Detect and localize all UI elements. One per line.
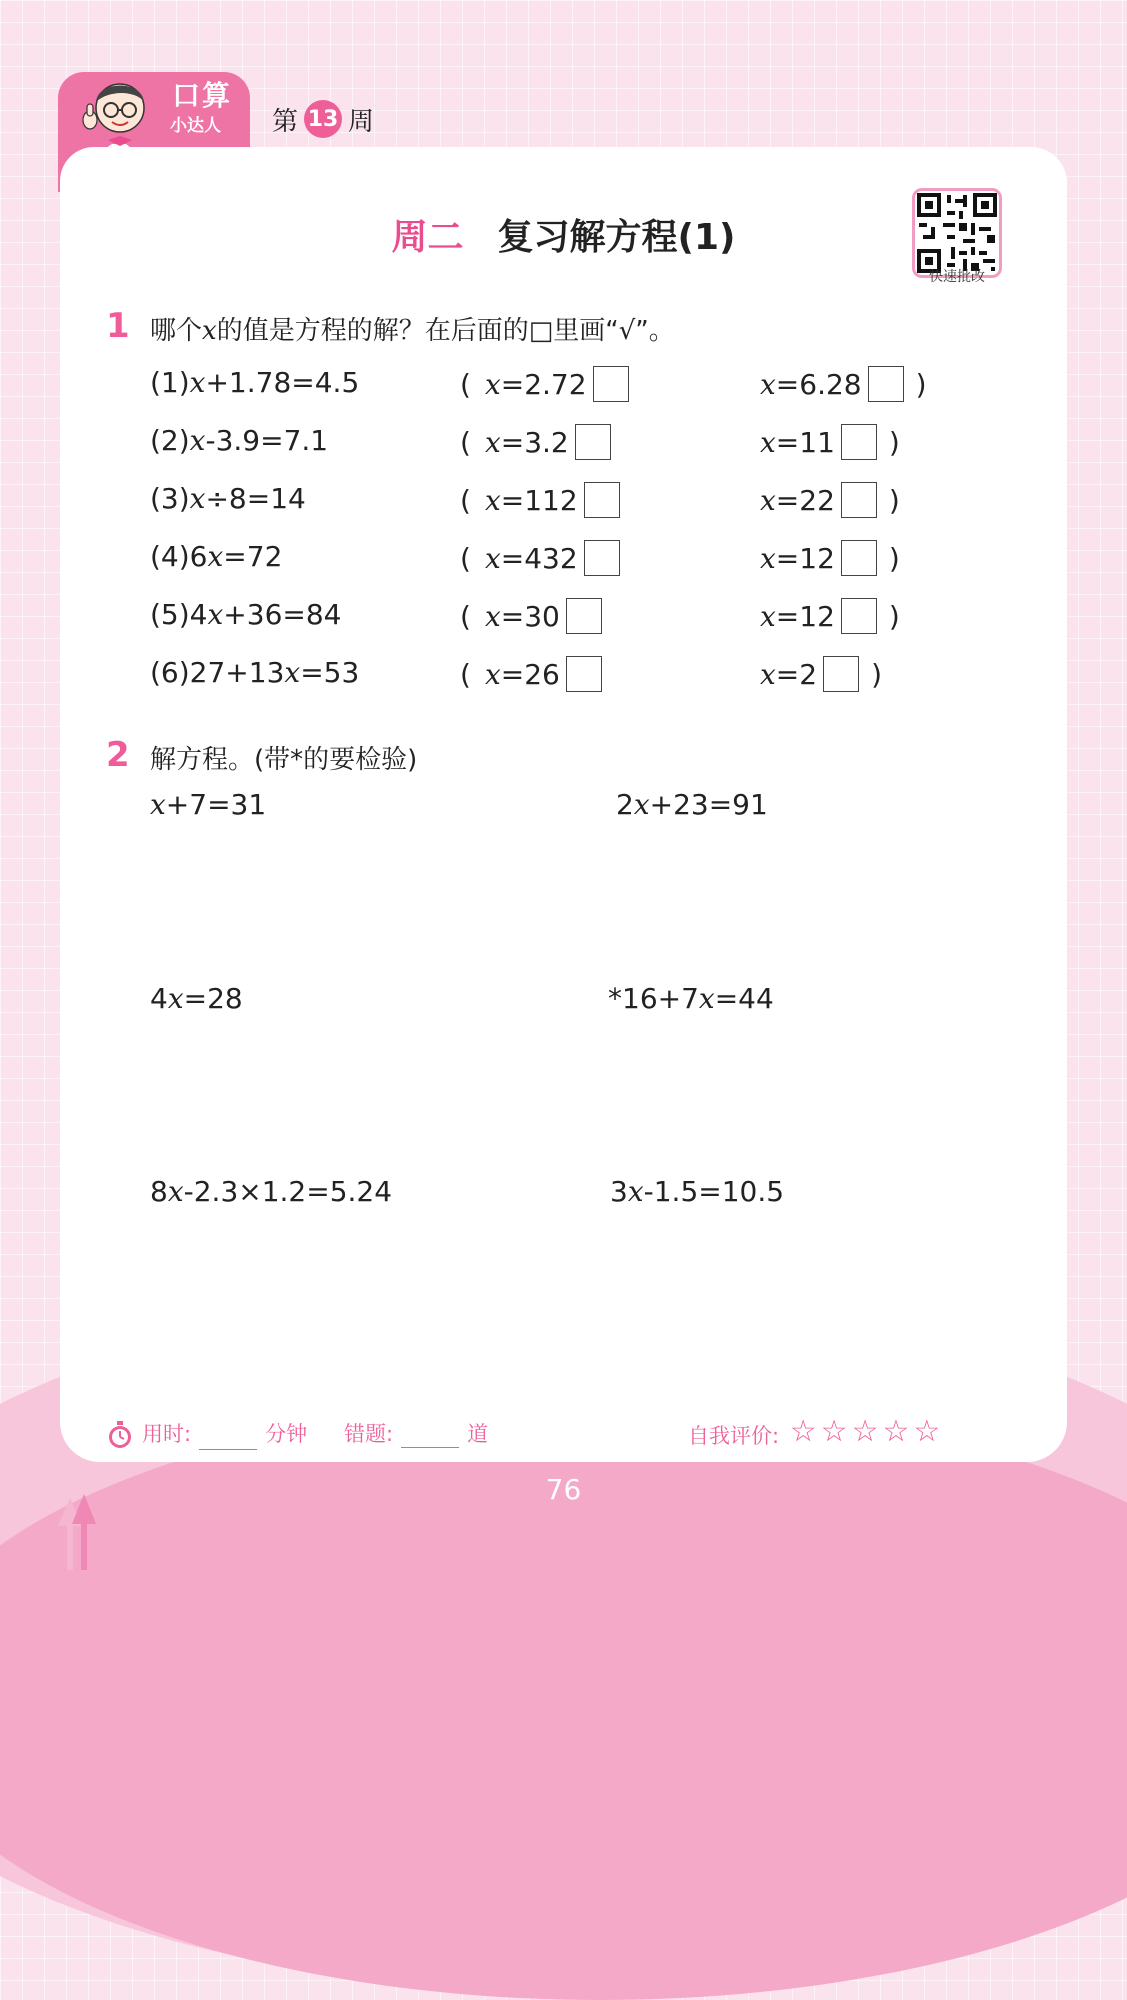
eq-post: +23=91 <box>649 788 768 821</box>
rating-star-icon[interactable]: ☆ <box>882 1414 910 1449</box>
paren-open: ( <box>460 425 471 459</box>
option-value: 112 <box>524 483 578 517</box>
week-number-badge: 13 <box>304 100 342 138</box>
mascot-icon <box>78 74 158 152</box>
solve-equation-4 <box>608 982 774 1015</box>
eq-var: x <box>167 1175 184 1208</box>
answer-checkbox[interactable] <box>566 656 602 692</box>
option-equals: = <box>500 599 525 633</box>
rating-stars <box>786 1414 941 1449</box>
solve-equation-2 <box>616 788 768 821</box>
option-2-row-6 <box>760 653 882 695</box>
qr-code-icon <box>915 191 999 275</box>
option-value: 6.28 <box>799 367 862 401</box>
week-label <box>272 100 374 138</box>
option-value: 12 <box>799 541 835 575</box>
paren-open: ( <box>460 367 471 401</box>
stopwatch-icon <box>106 1420 134 1450</box>
time-unit: 分钟 <box>265 1422 308 1446</box>
rating-star-icon[interactable]: ☆ <box>789 1414 817 1449</box>
option-equals: = <box>500 425 525 459</box>
eq-pre: 6 <box>189 540 208 573</box>
option-equals: = <box>775 657 800 691</box>
eq-var: x <box>284 656 301 689</box>
eq-post: -3.9=7.1 <box>205 424 329 457</box>
option-1-row-4 <box>460 537 620 579</box>
eq-var: x <box>167 982 184 1015</box>
option-value: 11 <box>799 425 835 459</box>
equation-6 <box>150 656 359 689</box>
option-2-row-3 <box>760 479 900 521</box>
rating-label: 自我评价: <box>688 1424 780 1448</box>
paren-close: ) <box>888 599 900 633</box>
tab-title: 口算 <box>172 79 233 112</box>
qr-code[interactable] <box>912 188 1002 278</box>
eq-pre: 4 <box>189 598 208 631</box>
option-equals: = <box>775 483 800 517</box>
option-value: 432 <box>524 541 578 575</box>
option-var: x <box>484 599 501 633</box>
rating-star-icon[interactable]: ☆ <box>851 1414 879 1449</box>
rating-star-icon[interactable]: ☆ <box>820 1414 848 1449</box>
instruction-part-a: 哪个 <box>150 316 203 346</box>
errors-blank[interactable] <box>401 1429 459 1448</box>
paren-close: ) <box>888 483 900 517</box>
answer-checkbox[interactable] <box>584 540 620 576</box>
page-number: 76 <box>545 1473 582 1506</box>
section-1-number: 1 <box>106 306 130 346</box>
eq-pre: 4 <box>150 982 168 1015</box>
eq-post: =72 <box>223 540 283 573</box>
option-var: x <box>760 483 776 517</box>
paren-open: ( <box>460 483 471 517</box>
paren-close: ) <box>888 425 900 459</box>
eq-post: =53 <box>300 656 360 689</box>
eq-post: =28 <box>183 982 243 1015</box>
solve-equation-1 <box>150 788 266 821</box>
solve-equation-6 <box>610 1175 784 1208</box>
eq-post: +36=84 <box>223 598 342 631</box>
option-1-row-5 <box>460 595 602 637</box>
paren-open: ( <box>460 541 471 575</box>
answer-checkbox[interactable] <box>823 656 859 692</box>
week-suffix: 周 <box>348 106 375 137</box>
option-1-row-1 <box>460 363 629 405</box>
paren-open: ( <box>460 657 471 691</box>
option-2-row-5 <box>760 595 900 637</box>
time-label: 用时: <box>142 1422 192 1446</box>
equation-3 <box>150 482 306 515</box>
equation-1 <box>150 366 359 399</box>
errors-unit: 道 <box>467 1422 489 1446</box>
eq-var: x <box>207 540 224 573</box>
option-equals: = <box>500 367 525 401</box>
answer-checkbox[interactable] <box>841 598 877 634</box>
paren-open: ( <box>460 599 471 633</box>
option-var: x <box>760 367 776 401</box>
option-var: x <box>484 425 501 459</box>
equation-2 <box>150 424 328 457</box>
eq-post: -2.3×1.2=5.24 <box>183 1175 393 1208</box>
section-2-number: 2 <box>106 735 130 775</box>
solve-equation-3 <box>150 982 243 1015</box>
eq-pre: *16+7 <box>608 982 699 1015</box>
qr-label: 快速批改 <box>929 269 985 285</box>
option-1-row-6 <box>460 653 602 695</box>
option-equals: = <box>500 541 525 575</box>
rating-star-icon[interactable]: ☆ <box>913 1414 941 1449</box>
solve-equation-5 <box>150 1175 392 1208</box>
answer-checkbox[interactable] <box>841 424 877 460</box>
title-text: 复习解方程(1) <box>497 217 736 258</box>
answer-checkbox[interactable] <box>575 424 611 460</box>
eq-label: (1) <box>150 366 190 399</box>
footer-rating <box>688 1414 940 1450</box>
eq-label: (2) <box>150 424 190 457</box>
option-value: 2 <box>799 657 818 691</box>
section-2-instruction: 解方程。(带*的要检验) <box>150 745 418 775</box>
option-value: 30 <box>524 599 560 633</box>
option-var: x <box>484 657 501 691</box>
time-blank[interactable] <box>199 1431 257 1450</box>
option-equals: = <box>775 367 800 401</box>
eq-var: x <box>189 482 206 515</box>
eq-pre: 8 <box>150 1175 168 1208</box>
eq-pre: 3 <box>610 1175 628 1208</box>
eq-pre: 2 <box>616 788 634 821</box>
option-2-row-1 <box>760 363 927 405</box>
footer-time <box>106 1418 307 1450</box>
answer-checkbox[interactable] <box>841 540 877 576</box>
eq-var: x <box>189 424 206 457</box>
eq-post: =44 <box>714 982 774 1015</box>
title-day: 周二 <box>391 217 464 258</box>
answer-checkbox[interactable] <box>584 482 620 518</box>
option-value: 22 <box>799 483 835 517</box>
option-equals: = <box>500 657 525 691</box>
option-value: 12 <box>799 599 835 633</box>
answer-checkbox[interactable] <box>841 482 877 518</box>
section-1-instruction <box>150 310 675 347</box>
option-1-row-3 <box>460 479 620 521</box>
option-value: 26 <box>524 657 560 691</box>
week-prefix: 第 <box>272 106 299 137</box>
eq-post: -1.5=10.5 <box>643 1175 785 1208</box>
option-var: x <box>760 599 776 633</box>
option-equals: = <box>775 425 800 459</box>
eq-post: +1.78=4.5 <box>205 366 360 399</box>
errors-label: 错题: <box>344 1422 394 1446</box>
eq-var: x <box>698 982 715 1015</box>
option-equals: = <box>775 599 800 633</box>
option-var: x <box>760 425 776 459</box>
eq-label: (6) <box>150 656 190 689</box>
eq-post: ÷8=14 <box>205 482 306 515</box>
eq-var: x <box>150 788 166 821</box>
eq-label: (5) <box>150 598 190 631</box>
option-var: x <box>484 367 501 401</box>
option-var: x <box>484 483 501 517</box>
tab-subtitle: 小达人 <box>170 116 221 136</box>
option-var: x <box>760 541 776 575</box>
eq-var: x <box>207 598 224 631</box>
instruction-var: x <box>202 316 217 346</box>
answer-checkbox[interactable] <box>593 366 629 402</box>
option-value: 2.72 <box>524 367 587 401</box>
answer-checkbox[interactable] <box>868 366 904 402</box>
eq-var: x <box>189 366 206 399</box>
option-2-row-2 <box>760 421 900 463</box>
eq-var: x <box>627 1175 644 1208</box>
option-equals: = <box>500 483 525 517</box>
footer-errors <box>344 1418 488 1448</box>
eq-pre: 27+13 <box>189 656 285 689</box>
option-equals: = <box>775 541 800 575</box>
paren-close: ) <box>871 657 883 691</box>
option-var: x <box>484 541 501 575</box>
option-1-row-2 <box>460 421 611 463</box>
instruction-part-b: 的值是方程的解？在后面的□里画“√”。 <box>216 316 675 346</box>
eq-var: x <box>633 788 650 821</box>
equation-4 <box>150 540 282 573</box>
eq-label: (4) <box>150 540 190 573</box>
eq-post: +7=31 <box>165 788 267 821</box>
paren-close: ) <box>888 541 900 575</box>
option-var: x <box>760 657 776 691</box>
answer-checkbox[interactable] <box>566 598 602 634</box>
eq-label: (3) <box>150 482 190 515</box>
option-2-row-4 <box>760 537 900 579</box>
option-value: 3.2 <box>524 425 569 459</box>
paren-close: ) <box>915 367 927 401</box>
equation-5 <box>150 598 341 631</box>
